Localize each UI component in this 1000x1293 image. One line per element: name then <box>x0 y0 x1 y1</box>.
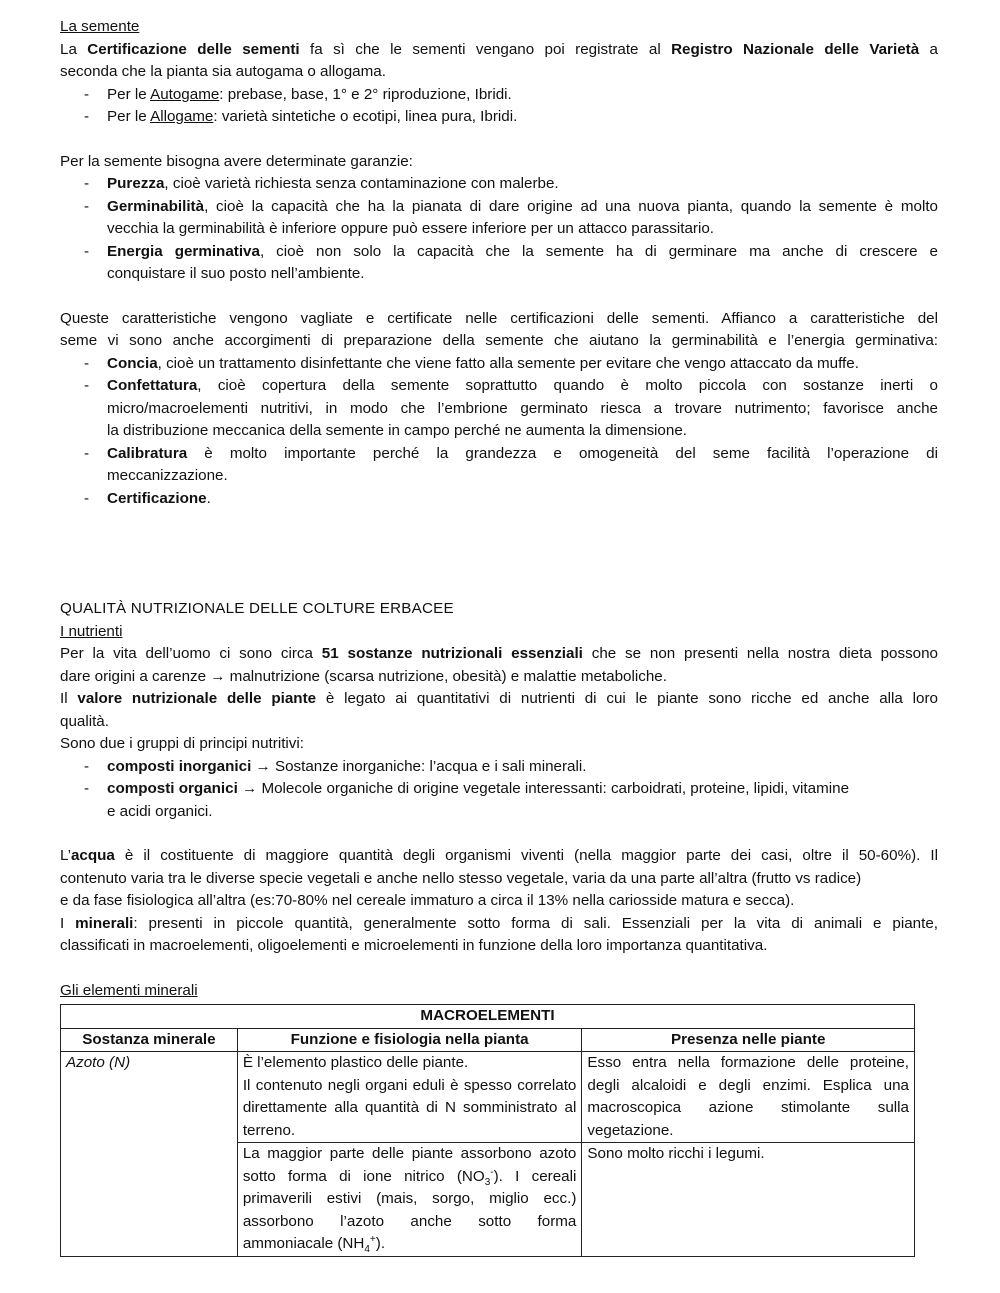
groups-list <box>60 756 938 824</box>
features-line2: seme vi sono anche accorgimenti di preparazione della semente che aiutano la germinabilità e l’energia germinativa: <box>60 332 938 349</box>
list-item: - Purezza, cioè varietà richiesta senza contaminazione con malerbe. <box>84 175 559 192</box>
list-item-continuation: la distribuzione meccanica della semente in campo perché ne aumenta la dimensione. <box>107 422 687 439</box>
seed-intro-line2: seconda che la pianta sia autogama o allogama. <box>60 63 386 80</box>
table-title: MACROELEMENTI <box>61 1005 915 1029</box>
list-item: - Germinabilità, cioè la capacità che ha la pianata di dare origine ad una nuova pianta, quando la semente è molto <box>84 197 938 215</box>
seed-heading: La semente <box>60 18 140 35</box>
treatments-list <box>60 353 938 511</box>
list-item: - Certificazione. <box>84 489 211 507</box>
seed-types-list <box>60 84 938 129</box>
table-cell: Esso entra nella formazione delle proteine, degli alcaloidi e degli enzimi. Esplica una macroscopica azione stimolante sulla vegetazione. <box>582 1052 915 1143</box>
nutrition-p1-line1: Per la vita dell’uomo ci sono circa 51 sostanze nutrizionali essenziali che se non presenti nella nostra dieta possono <box>60 645 938 662</box>
list-item-continuation: e acidi organici. <box>107 802 213 820</box>
minerals-line2: classificati in macroelementi, oligoelementi e microelementi in funzione della loro importanza quantitativa. <box>60 937 768 954</box>
table-cell: Sono molto ricchi i legumi. <box>582 1143 915 1257</box>
table-cell: La maggior parte delle piante assorbono azoto sotto forma di ione nitrico $(NO_3^-)$. I cereali primaverili estivi (mais, sorgo, miglio ecc.) assorbono l’azoto anche sotto forma ammoniacale $(NH_4^+)$. <box>237 1143 582 1257</box>
water-line1: L’acqua è il costituente di maggiore quantità degli organismi viventi (nella maggior parte dei casi, oltre il 50-60%). Il <box>60 847 938 864</box>
guarantees-intro: Per la semente bisogna avere determinate garanzie: <box>60 152 413 170</box>
nutrition-p1-line2: dare origini a carenze → malnutrizione (scarsa nutrizione, obesità) e malattie metaboliche. <box>60 667 667 685</box>
list-item: - Energia germinativa, cioè non solo la capacità che la semente ha di germinare ma anche di crescere e <box>84 242 938 260</box>
features-line1: Queste caratteristiche vengono vagliate e certificate nelle certificazioni delle sementi. Affianco a caratteristiche del <box>60 309 938 327</box>
list-item: - composti inorganici → Sostanze inorganiche: l’acqua e i sali minerali. <box>84 757 587 775</box>
nutrition-p2-line1: Il valore nutrizionale delle piante è legato ai quantitativi di nutrienti di cui le piante sono ricche ed anche alla loro <box>60 690 938 707</box>
document-page <box>60 16 938 1257</box>
list-item-continuation: conquistare il suo posto nell’ambiente. <box>107 265 365 282</box>
seed-intro-line1: La Certificazione delle sementi fa sì che le sementi vengano poi registrate al Registro Nazionale delle Varietà a <box>60 40 938 58</box>
list-item-continuation: micro/macroelementi nutritivi, in modo che l’embrione germinato riesca a trovare nutrimento; favorisce anche <box>107 399 938 417</box>
column-header: Sostanza minerale <box>61 1028 238 1052</box>
groups-intro: Sono due i gruppi di principi nutritivi: <box>60 735 304 752</box>
column-header: Funzione e fisiologia nella pianta <box>237 1028 582 1052</box>
row-label-azoto: Azoto (N) <box>61 1052 238 1257</box>
list-item: - Per le Autogame: prebase, base, 1° e 2° riproduzione, Ibridi. <box>84 85 512 103</box>
section-title: QUALITÀ NUTRIZIONALE DELLE COLTURE ERBACEE <box>60 600 454 617</box>
minerals-line1: I minerali: presenti in piccole quantità, generalmente sotto forma di sali. Essenziali per la vita di animali e piante, <box>60 914 938 932</box>
list-item-continuation: vecchia la germinabilità è inferiore oppure può essere inferiore per un attacco parassitario. <box>107 220 714 237</box>
table-row <box>61 1052 915 1143</box>
list-item: - Concia, cioè un trattamento disinfettante che viene fatto alla semente per evitare che vengo attaccato da muffe. <box>84 354 859 372</box>
water-line2: contenuto varia tra le diverse specie vegetali e anche nello stesso vegetale, varia da una parte all’altra (frutto vs radice) <box>60 869 862 887</box>
macroelements-table <box>60 1004 915 1257</box>
table-cell: È l’elemento plastico delle piante. Il contenuto negli organi eduli è spesso correlato direttamente alla quantità di N somministrato al terreno. <box>237 1052 582 1143</box>
table-header-row <box>61 1028 915 1052</box>
list-item: - Confettatura, cioè copertura della semente soprattutto quando è molto piccola con sostanze inerti o <box>84 377 938 394</box>
list-item: - Per le Allogame: varietà sintetiche o ecotipi, linea pura, Ibridi. <box>84 108 518 125</box>
table-title-row <box>61 1005 915 1029</box>
guarantees-list <box>60 173 938 286</box>
column-header: Presenza nelle piante <box>582 1028 915 1052</box>
table-caption: Gli elementi minerali <box>60 981 198 999</box>
list-item-continuation: meccanizzazione. <box>107 467 228 484</box>
nutrition-p2-line2: qualità. <box>60 712 109 730</box>
water-line3: e da fase fisiologica all’altra (es:70-80% nel cereale immaturo a circa il 13% nella cariosside matura e secca). <box>60 892 795 909</box>
nutrients-subheading: I nutrienti <box>60 622 123 640</box>
list-item: - Calibratura è molto importante perché la grandezza e omogeneità del seme facilità l’operazione di <box>84 444 938 462</box>
list-item: - composti organici → Molecole organiche di origine vegetale interessanti: carboidrati, proteine, lipidi, vitamine <box>84 780 850 797</box>
